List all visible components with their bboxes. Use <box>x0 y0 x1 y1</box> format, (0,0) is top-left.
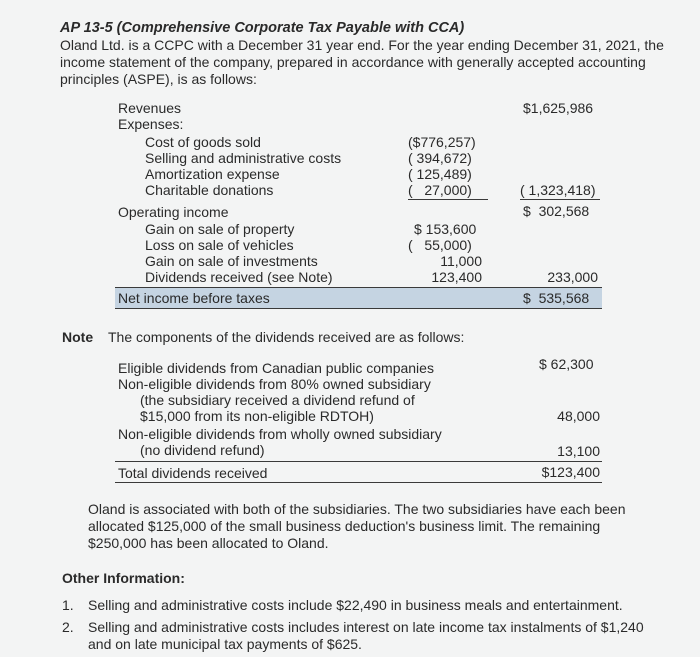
total-rule <box>115 287 602 288</box>
list-item: Selling and administrative costs include $22,490 in business meals and entertainment. <box>88 597 623 613</box>
expense-label: Selling and administrative costs <box>145 150 342 166</box>
intro-line: income statement of the company, prepared in accordance with generally accepted accounting <box>60 54 646 70</box>
note-item-label: Non-eligible dividends from wholly owned subsidiary <box>118 426 442 442</box>
other-item-value: 11,000 <box>440 253 482 269</box>
expense-label: Charitable donations <box>145 182 274 198</box>
note-item-label: $15,000 from its non-eligible RDTOH) <box>140 408 374 424</box>
net-income-value: $ 535,568 <box>523 290 590 306</box>
association-line: $250,000 has been allocated to Oland. <box>88 535 329 551</box>
note-total-label: Total dividends received <box>118 465 268 481</box>
note-item-value: 48,000 <box>557 408 600 424</box>
expense-value: ($776,257) <box>408 134 476 150</box>
association-line: Oland is associated with both of the subsidiaries. The two subsidiaries have each been <box>88 501 626 517</box>
expenses-label: Expenses: <box>118 116 184 132</box>
operating-label: Operating income <box>118 204 229 220</box>
expense-value: ( 27,000) <box>408 182 472 198</box>
other-info-heading: Other Information: <box>62 570 185 586</box>
other-item-label: Loss on sale of vehicles <box>145 237 294 253</box>
subtotal-rule <box>408 199 488 200</box>
intro-line: Oland Ltd. is a CCPC with a December 31 year end. For the year ending December 31, 2021, the <box>60 37 664 53</box>
other-item-value: $ 153,600 <box>414 221 477 237</box>
note-item-label: (the subsidiary received a dividend refund of <box>140 392 415 408</box>
expense-label: Amortization expense <box>145 166 280 182</box>
other-item-label: Dividends received (see Note) <box>145 269 333 285</box>
list-number: 1. <box>62 597 74 613</box>
intro-line: principles (ASPE), is as follows: <box>60 71 257 87</box>
revenues-value: $1,625,986 <box>523 100 594 116</box>
total-rule <box>115 482 602 483</box>
list-number: 2. <box>62 619 74 635</box>
note-label: Note <box>62 329 94 345</box>
total-rule <box>115 461 602 462</box>
expense-value: ( 394,672) <box>408 150 472 166</box>
operating-value: $ 302,568 <box>523 203 590 219</box>
expense-value: ( 125,489) <box>408 166 472 182</box>
note-item-label: Non-eligible dividends from 80% owned subsidiary <box>118 376 431 392</box>
note-total-value: $123,400 <box>541 464 600 480</box>
expenses-total: ( 1,323,418) <box>520 182 596 198</box>
list-item: Selling and administrative costs includes interest on late income tax instalments of $1,240 <box>88 619 644 635</box>
other-total: 233,000 <box>547 269 598 285</box>
subtotal-rule <box>520 199 600 200</box>
note-item-value: 13,100 <box>557 443 600 459</box>
note-item-value: $ 62,300 <box>539 356 594 372</box>
problem-title: AP 13-5 (Comprehensive Corporate Tax Payable with CCA) <box>60 20 465 36</box>
revenues-label: Revenues <box>118 100 182 116</box>
expense-label: Cost of goods sold <box>145 134 261 150</box>
association-line: allocated $125,000 of the small business deduction's business limit. The remaining <box>88 518 601 534</box>
note-item-label: (no dividend refund) <box>140 442 265 458</box>
note-heading: The components of the dividends received are as follows: <box>108 329 465 345</box>
other-item-label: Gain on sale of property <box>145 221 295 237</box>
other-item-value: 123,400 <box>431 269 482 285</box>
total-rule <box>115 308 602 309</box>
note-item-label: Eligible dividends from Canadian public companies <box>118 360 434 376</box>
list-item: and on late municipal tax payments of $625. <box>88 636 362 652</box>
net-income-label: Net income before taxes <box>118 290 270 306</box>
other-item-value: ( 55,000) <box>408 237 472 253</box>
other-item-label: Gain on sale of investments <box>145 253 318 269</box>
